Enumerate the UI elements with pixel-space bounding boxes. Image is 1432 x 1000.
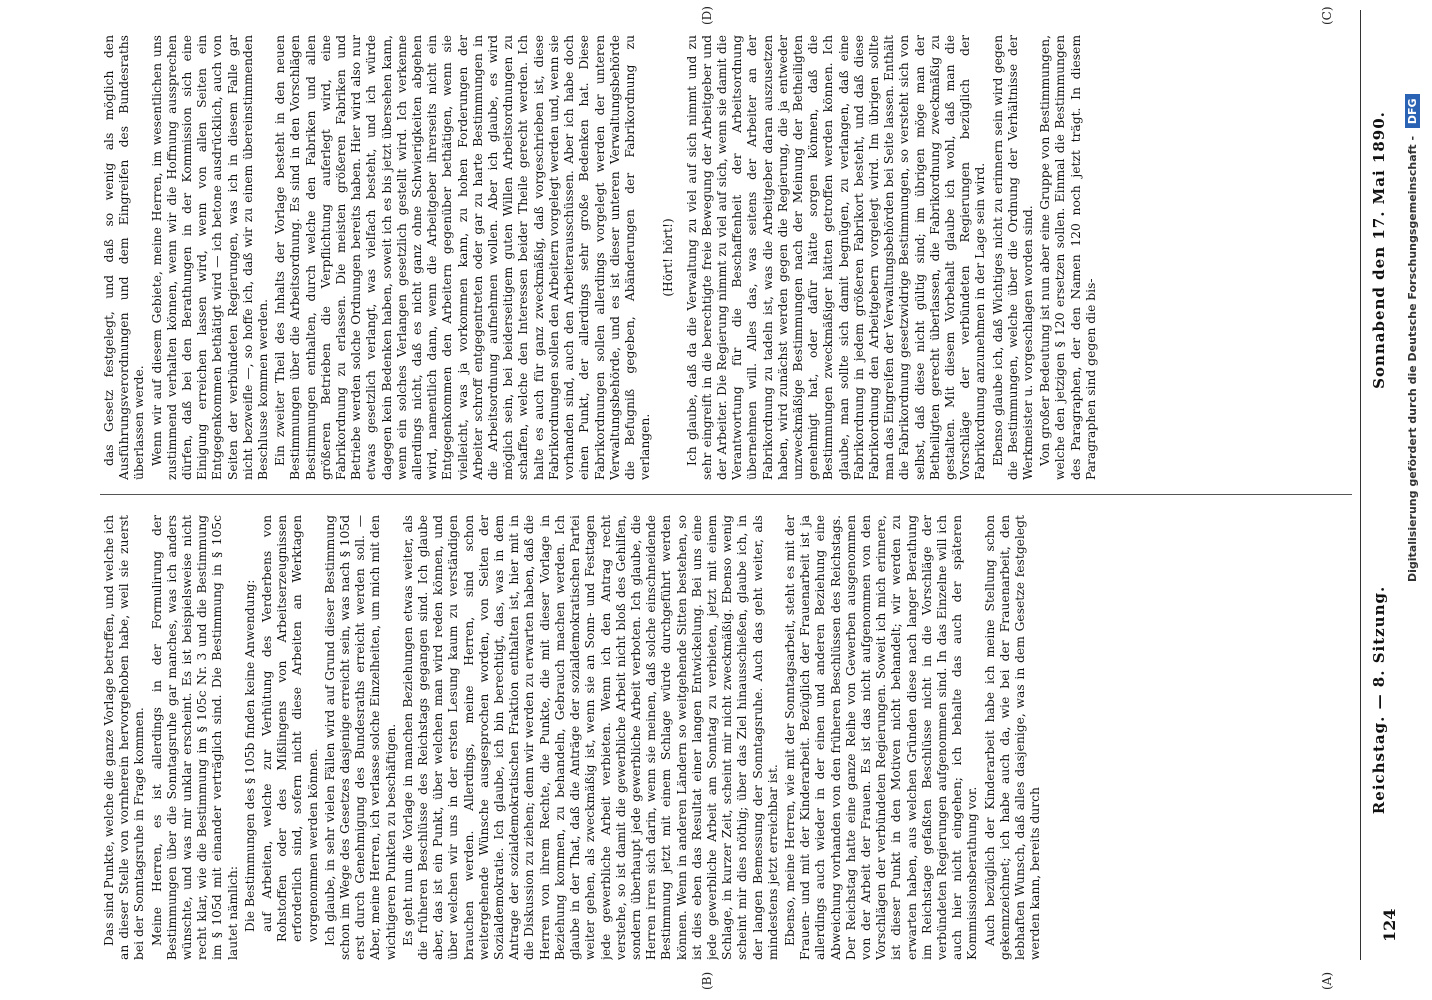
- quoted-paragraph: auf Arbeiten, welche zur Verhütung des Verderbens von Rohstoffen oder des Mißlingens von Arbeitserzeugnissen erforderlich sind, sofern nicht diese Arbeiten an Werktagen vorgenommen werden können.: [260, 515, 320, 942]
- paragraph: Ebenso glaube ich, daß Wichtiges nicht zu erinnern sein wird gegen die Bestimmungen, welche über die Ordnung der Verhältnisse der Werkmeister u. vorgeschlagen worden sind.: [990, 35, 1035, 480]
- column-divider: [100, 494, 1352, 495]
- header-rule: [1360, 10, 1361, 960]
- paragraph: das Gesetz festgelegt, und daß so wenig als möglich den Ausführungsverordnungen und dem Eingreifen des Bundesraths überlassen werde.: [102, 35, 147, 480]
- paragraph: Das sind Punkte, welche die ganze Vorlage betreffen, und welche ich an dieser Stelle von vornherein hervorgehoben habe, weil sie zuerst bei der Sonntagsruhe in Frage kommen.: [102, 515, 147, 960]
- running-header-left: Reichstag. — 8. Sitzung.: [1370, 585, 1388, 815]
- right-text-column: [102, 35, 1350, 480]
- paragraph: Ich glaube, daß da die Verwaltung zu viel auf sich nimmt und zu sehr eingreift in die berechtigte freie Bewegung der Arbeitgeber und der Arbeiter. Die Regierung nimmt zu viel auf sich, wenn sie damit die Verantwortung für die Beschaffenheit der Arbeitsordnung übernehmen will. Alles das, was seitens der Arbeiter an der Fabrikordnung zu tadeln ist, was die Arbeitgeber daran auszusetzen haben, wird zunächst werden gegen die Regierung, die ja entweder unzweckmäßige Bestimmungen nach der Meinung der Betheiligten genehmigt hat, oder dafür hätte sorgen können, daß die Bestimmungen zweckmäßiger hätten getroffen werden können. Ich glaube, man sollte sich damit begnügen, zu verlangen, daß eine Fabrikordnung in jedem größeren Fabrikort besteht, und daß diese Fabrikordnung den Arbeitgebern vorgelegt wird. Im übrigen sollte man das Eingreifen der Verwaltungsbehörden bei Seite lassen. Enthält die Fabrikordnung gesetzwidrige Bestimmungen, so versteht sich von selbst, daß diese nicht gültig sind; im übrigen möge man der Betheiligten gerecht überlassen, die Fabrikordnung zweckmäßig zu gestalten. Mit diesem Vorbehalt glaube ich wohl, daß man die Vorschläge der verbündeten Regierungen bezüglich der Fabrikordnung anzunehmen in der Lage sein wird.: [684, 35, 988, 480]
- paragraph: Wenn wir auf diesem Gebiete, meine Herren, im wesentlichen uns zustimmend verhalten können, wenn wir die Hoffnung aussprechen dürfen, daß bei den Berathungen in der Kommission sich eine Einigung erreichen lassen wird, wenn von allen Seiten ein Entgegenkommen bethätigt wird — ich betone ausdrücklich, auch von Seiten der verbündeten Regierungen, was ich in diesem Falle gar nicht bezweifle —, so hoffe ich, daß wir zu einem übereinstimmenden Beschlusse kommen werden.: [149, 35, 271, 480]
- paragraph: Von großer Bedeutung ist nun aber eine Gruppe von Bestimmungen, welche den jetzigen § 120 ersetzen sollen. Einmal die Bestimmungen des Paragraphen, der den Namen 120 noch jetzt trägt. In diesem Paragraphen sind gegen die bis-: [1038, 35, 1098, 480]
- margin-mark-b: (B): [700, 971, 714, 990]
- paragraph: Meine Herren, es ist allerdings in der Formulirung der Bestimmungen über die Sonntagsruhe gar manches, was ich anders wünschte, und was mir unklar erscheint. Es ist beispielsweise nicht recht klar, wie die Bestimmung im § 105c Nr. 3 und die Bestimmung im § 105d mit einander verträglich sind. Die Bestimmung in § 105c lautet nämlich:: [149, 515, 240, 960]
- margin-mark-c: (C): [1320, 6, 1334, 25]
- paragraph: Es geht nun die Vorlage in manchen Beziehungen etwas weiter, als die früheren Beschlüsse des Reichstags gegangen sind. Ich glaube aber, das ist ein Punkt, über welchen man wird reden können, und über welchen wir uns in der ersten Lesung kaum zu verständigen brauchen werden. Allerdings, meine Herren, sind schon weitergehende Wünsche ausgesprochen worden, von Seiten der Sozialdemokratie. Ich glaube, ich bin berechtigt, das, was in dem Antrage der sozialdemokratischen Fraktion enthalten ist, hier mit in die Diskussion zu ziehen; denn wir werden zu erwarten haben, daß die Herren von ihrem Rechte, die Punkte, die mit dieser Vorlage in Beziehung kommen, zu behandeln, Gebrauch machen werden. Ich glaube in der That, daß die Anträge der sozialdemokratischen Partei weiter gehen, als zweckmäßig ist, wenn sie an Sonn- und Festtagen jede gewerbliche Arbeit verbieten. Wenn ich den Antrag recht verstehe, so ist damit die gewerbliche Arbeit nicht bloß des Gehilfen, sondern überhaupt jede gewerbliche Arbeit verboten. Ich glaube, die Herren irren sich darin, wenn sie meinen, daß solche einschneidende Bestimmung jetzt mit einem Schlage würde durchgeführt werden können. Wenn in anderen Ländern so weitgehende Sitten bestehen, so ist dies eben das Resultat einer langen Entwickelung. Bei uns eine jede gewerbliche Arbeit am Sonntag zu verbieten, jetzt mit einem Schlage, in kurzer Zeit, scheint mir nicht zweckmäßig. Ebenso wenig scheint mir dies nöthig; über das Ziel hinausschießen, glaube ich, in der langen Bemessung der Sonntagsruhe. Auch das geht weiter, als mindestens jetzt erreichbar ist.: [400, 515, 780, 960]
- interjection: (Hört! hört!): [661, 218, 676, 297]
- paragraph: Ein zweiter Theil des Inhalts der Vorlage besteht in den neuen Bestimmungen über die Arbeitsordnung. Es sind in den Vorschlägen Bestimmungen enthalten, durch welche den Fabriken und allen größeren Betrieben die Verpflichtung auferlegt wird, eine Fabrikordnung zu erlassen. Die meisten größeren Fabriken und Betriebe werden solche Ordnungen bereits haben. Hier wird also nur etwas gesetzlich verlangt, was vielfach besteht, und ich würde dagegen kein Bedenken haben, soweit ich es bis jetzt übersehen kann, wenn ein solches Verlangen gesetzlich gestellt wird. Ich verkenne allerdings nicht, daß es nicht ganz ohne Schwierigkeiten abgehen wird, namentlich dann, wenn die Arbeitgeber ihrerseits nicht ein Entgegenkommen den Arbeitern gegenüber bethätigen, wenn sie vielleicht, was ja vorkommen kann, zu hohen Forderungen der Arbeiter schroff entgegentreten oder gar zu harte Bestimmungen in die Arbeitsordnung aufnehmen wollen. Aber ich glaube, es wird möglich sein, bei beiderseitigem guten Willen Arbeitsordnungen zu schaffen, welche den Interessen beider Theile gerecht werden. Ich halte es auch für ganz zweckmäßig, daß vorgeschrieben ist, diese Fabrikordnungen sollen den Arbeitern vorgelegt werden und, wenn sie vorhanden sind, auch den Arbeiterausschüssen. Aber ich habe doch einen Punkt, der allerdings sehr große Bedenken hat. Diese Fabrikordnungen sollen allerdings vorgelegt werden der unteren Verwaltungsbehörde, und es ist dieser unteren Verwaltungsbehörde die Befugniß gegeben, Abänderungen der Fabrikordnung zu verlangen.: [273, 35, 653, 480]
- credit-text: Digitalisierung gefördert durch die Deutsche Forschungsgemeinschaft -: [1406, 135, 1419, 582]
- quoted-paragraph: Die Bestimmungen des § 105b finden keine Anwendung:: [242, 579, 257, 932]
- margin-mark-d: (D): [700, 6, 714, 25]
- paragraph: Ich glaube, in sehr vielen Fällen wird auf Grund dieser Bestimmung schon im Wege des Gesetzes dasjenige erreicht sein, was nach § 105d erst durch Genehmigung des Bundesraths erreicht werden soll. — Aber, meine Herren, ich verlasse solche Einzelheiten, um mich mit den wichtigeren Punkten zu beschäftigen.: [322, 515, 398, 960]
- paragraph: Auch bezüglich der Kinderarbeit habe ich meine Stellung schon gekennzeichnet; ich habe auch da, wie bei der Frauenarbeit, den lebhaften Wunsch, daß alles dasjenige, was in dem Gesetze festgelegt werden kann, bereits durch: [982, 515, 1043, 960]
- digitization-credit: [1405, 0, 1420, 1000]
- left-text-column: [102, 515, 1350, 960]
- dfg-logo: DFG: [1405, 94, 1420, 128]
- running-header-right: Sonnabend den 17. Mai 1890.: [1370, 111, 1388, 389]
- paragraph: Ebenso, meine Herren, wie mit der Sonntagsarbeit, steht es mit der Frauen- und mit der Kinderarbeit. Bezüglich der Frauenarbeit ist ja allerdings auch wieder in der einen und anderen Beziehung eine Abweichung vorhanden von den früheren Beschlüssen des Reichstags. Der Reichstag hatte eine ganze Reihe von Gewerben ausgenommen von der Arbeit der Frauen. Es ist das nicht aufgenommen von den Vorschlägen der verbündeten Regierungen. Soweit ich mich erinnere, ist dieser Punkt in den Motiven nicht behandelt; wir werden zu erwarten haben, aus welchen Gründen diese nach langer Berathung im Reichstage gefaßten Beschlüsse nicht in die Vorschläge der verbündeten Regierungen aufgenommen sind. In das Einzelne will ich auch hier nicht eingehen; ich behalte das auch der späteren Kommissionsberathung vor.: [782, 515, 980, 960]
- page-number: 124: [1380, 908, 1399, 942]
- margin-mark-a: (A): [1320, 971, 1334, 990]
